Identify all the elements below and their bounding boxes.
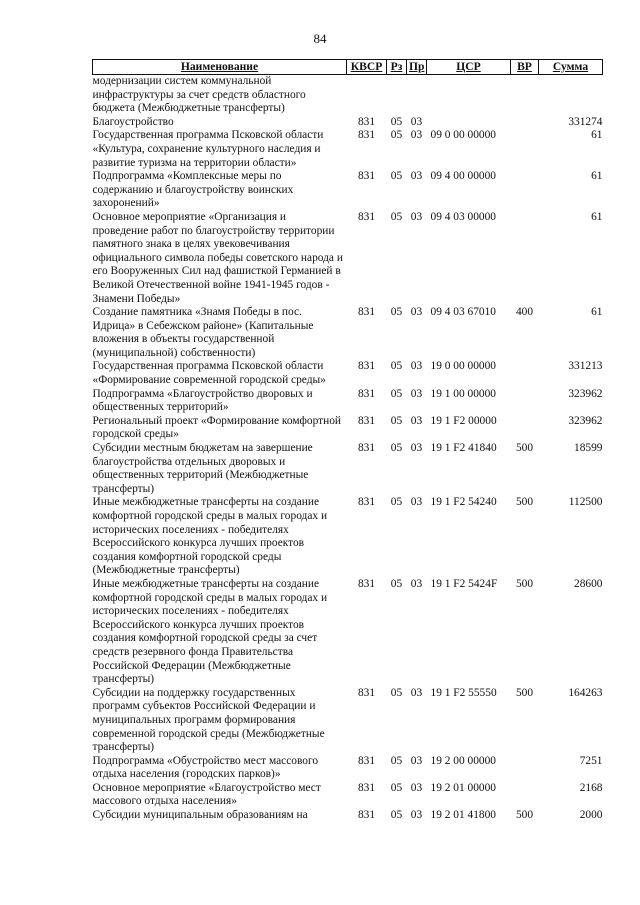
cell-vr: 500 — [515, 442, 534, 455]
cell-csr: 19 2 01 00000 — [430, 781, 496, 794]
header-csr: ЦСР — [427, 60, 511, 75]
cell-vr — [511, 75, 539, 116]
cell-csr: 19 1 F2 5424F — [430, 577, 498, 590]
cell-pr: 03 — [410, 115, 423, 128]
table-row — [93, 360, 603, 387]
cell-rz: 05 — [390, 496, 403, 509]
cell-kvsr: 831 — [357, 577, 376, 590]
cell-csr: 19 2 01 41800 — [430, 809, 496, 822]
budget-table-container — [92, 59, 602, 823]
cell-pr: 03 — [410, 577, 423, 590]
cell-csr: 19 1 F2 00000 — [430, 414, 497, 427]
cell-kvsr: 831 — [357, 414, 376, 427]
cell-kvsr: 831 — [357, 754, 376, 767]
cell-sum: 61 — [591, 129, 603, 142]
cell-pr — [407, 75, 427, 116]
cell-sum: 28600 — [574, 577, 603, 590]
cell-vr — [511, 415, 539, 442]
cell-name: Основное мероприятие «Организация и проведение работ по благоустройству территории памятного знака в целях увековечивания официального символа победы советского народа и его Вооруженных Сил над фашисткой Германией в Великой Отечественной войне 1941-1945 годов - Знамени Победы» — [92, 210, 343, 305]
cell-kvsr: 831 — [357, 781, 376, 794]
cell-name: Государственная программа Псковской области «Формирование современной городской среды» — [92, 360, 326, 387]
cell-vr: 500 — [515, 809, 534, 822]
cell-rz: 05 — [390, 442, 403, 455]
header-rz: Рз — [387, 60, 407, 75]
cell-vr — [511, 211, 539, 306]
cell-vr — [511, 129, 539, 170]
cell-csr: 09 4 03 00000 — [430, 210, 496, 223]
cell-pr: 03 — [410, 170, 423, 183]
cell-pr: 03 — [410, 754, 423, 767]
cell-csr: 09 0 00 00000 — [430, 129, 496, 142]
cell-csr: 19 1 F2 55550 — [430, 686, 497, 699]
table-row — [93, 306, 603, 360]
cell-vr — [511, 116, 539, 130]
cell-rz: 05 — [390, 129, 403, 142]
cell-csr: 19 1 F2 54240 — [430, 496, 497, 509]
cell-sum: 331213 — [568, 360, 603, 373]
table-body — [93, 75, 603, 823]
cell-pr: 03 — [410, 210, 423, 223]
cell-name: Субсидии местным бюджетам на завершение благоустройства отдельных дворовых и общественных территорий (Межбюджетные трансферты) — [92, 442, 313, 495]
cell-vr — [511, 360, 539, 387]
cell-sum: 18599 — [574, 442, 603, 455]
cell-kvsr: 831 — [357, 210, 376, 223]
table-header-row — [93, 60, 603, 75]
cell-name: Подпрограмма «Комплексные меры по содержанию и благоустройству воинских захоронений» — [92, 170, 294, 210]
cell-vr — [511, 782, 539, 809]
table-row — [93, 578, 603, 687]
cell-rz: 05 — [390, 754, 403, 767]
cell-rz: 05 — [390, 170, 403, 183]
cell-vr — [511, 170, 539, 211]
cell-name: Подпрограмма «Благоустройство дворовых и общественных территорий» — [92, 387, 313, 414]
cell-rz: 05 — [390, 414, 403, 427]
cell-vr — [511, 755, 539, 782]
cell-csr: 19 1 F2 41840 — [430, 442, 497, 455]
cell-name: Благоустройство — [92, 115, 174, 128]
cell-csr: 09 4 00 00000 — [430, 170, 496, 183]
cell-name: Подпрограмма «Обустройство мест массового отдыха населения (городских парков)» — [92, 754, 319, 781]
cell-rz: 05 — [390, 686, 403, 699]
cell-name: Иные межбюджетные трансферты на создание комфортной городской среды в малых городах и исторических поселениях - победителях Всероссийского конкурса лучших проектов создания комфортной городской среды (Межбюджетные трансферты) — [92, 496, 328, 577]
cell-csr: 19 0 00 00000 — [430, 360, 496, 373]
cell-kvsr: 831 — [357, 170, 376, 183]
header-pr: Пр — [407, 60, 427, 75]
cell-name: Субсидии муниципальным образованиям на — [92, 809, 308, 822]
cell-sum: 61 — [591, 306, 603, 319]
cell-sum: 323962 — [568, 387, 603, 400]
cell-vr: 500 — [515, 577, 534, 590]
cell-pr: 03 — [410, 809, 423, 822]
cell-rz: 05 — [390, 387, 403, 400]
cell-pr: 03 — [410, 686, 423, 699]
cell-kvsr — [347, 75, 387, 116]
budget-table — [92, 59, 603, 823]
header-name: Наименование — [93, 60, 347, 75]
cell-pr: 03 — [410, 360, 423, 373]
table-row — [93, 755, 603, 782]
cell-csr — [427, 75, 511, 116]
cell-pr: 03 — [410, 306, 423, 319]
cell-csr: 19 1 00 00000 — [430, 387, 496, 400]
cell-pr: 03 — [410, 781, 423, 794]
cell-rz: 05 — [390, 577, 403, 590]
table-row — [93, 170, 603, 211]
cell-kvsr: 831 — [357, 809, 376, 822]
cell-vr: 400 — [515, 306, 534, 319]
cell-csr: 09 4 03 67010 — [430, 306, 496, 319]
cell-pr: 03 — [410, 442, 423, 455]
cell-sum: 112500 — [568, 496, 603, 509]
cell-vr — [511, 388, 539, 415]
table-row — [93, 809, 603, 823]
table-row — [93, 211, 603, 306]
cell-kvsr: 831 — [357, 129, 376, 142]
cell-name: Региональный проект «Формирование комфортной городской среды» — [92, 414, 342, 441]
table-row — [93, 116, 603, 130]
cell-kvsr: 831 — [357, 442, 376, 455]
table-row — [93, 415, 603, 442]
cell-sum: 61 — [591, 170, 603, 183]
cell-kvsr: 831 — [357, 360, 376, 373]
cell-name: модернизации систем коммунальной инфраструктуры за счет средств областного бюджета (Межбюджетные трансферты) — [92, 75, 306, 115]
cell-rz: 05 — [390, 809, 403, 822]
cell-sum: 2168 — [579, 781, 603, 794]
table-row — [93, 496, 603, 578]
header-vr: ВР — [511, 60, 539, 75]
cell-csr — [427, 116, 511, 130]
cell-rz — [387, 75, 407, 116]
cell-name: Создание памятника «Знамя Победы в пос. Идрица» в Себежском районе» (Капитальные вложения в объекты государственной (муниципальной) собственности) — [92, 306, 314, 359]
table-row — [93, 388, 603, 415]
cell-sum — [539, 75, 603, 116]
cell-rz: 05 — [390, 115, 403, 128]
page-number: 84 — [313, 31, 327, 46]
cell-kvsr: 831 — [357, 306, 376, 319]
cell-rz: 05 — [390, 306, 403, 319]
cell-kvsr: 831 — [357, 686, 376, 699]
cell-vr: 500 — [515, 496, 534, 509]
header-kvsr: КВСР — [347, 60, 387, 75]
cell-csr: 19 2 00 00000 — [430, 754, 496, 767]
cell-pr: 03 — [410, 414, 423, 427]
cell-name: Субсидии на поддержку государственных программ субъектов Российской Федерации и муниципальных программ формирования современной городской среды (Межбюджетные трансферты) — [92, 686, 325, 754]
cell-rz: 05 — [390, 360, 403, 373]
cell-name: Государственная программа Псковской области «Культура, сохранение культурного наследия и развитие туризма на территории области» — [92, 129, 324, 169]
cell-name: Иные межбюджетные трансферты на создание комфортной городской среды в малых городах и исторических поселениях - победителях Всероссийского конкурса лучших проектов создания комфортной городской среды за счет средств резервного фонда Правительства Российской Федерации (Межбюджетные трансферты) — [92, 577, 328, 686]
cell-sum: 7251 — [579, 754, 603, 767]
cell-sum: 331274 — [568, 115, 603, 128]
header-sum: Сумма — [539, 60, 603, 75]
table-row — [93, 442, 603, 496]
cell-sum: 323962 — [568, 414, 603, 427]
table-row — [93, 129, 603, 170]
cell-name: Основное мероприятие «Благоустройство мест массового отдыха населения» — [92, 781, 321, 808]
cell-pr: 03 — [410, 387, 423, 400]
cell-kvsr: 831 — [357, 387, 376, 400]
cell-sum: 61 — [591, 210, 603, 223]
cell-vr: 500 — [515, 686, 534, 699]
cell-sum: 2000 — [579, 809, 603, 822]
cell-rz: 05 — [390, 210, 403, 223]
cell-pr: 03 — [410, 496, 423, 509]
cell-kvsr: 831 — [357, 496, 376, 509]
cell-kvsr: 831 — [357, 115, 376, 128]
table-row — [93, 75, 603, 116]
cell-rz: 05 — [390, 781, 403, 794]
table-row — [93, 687, 603, 755]
cell-sum: 164263 — [568, 686, 603, 699]
table-row — [93, 782, 603, 809]
cell-pr: 03 — [410, 129, 423, 142]
